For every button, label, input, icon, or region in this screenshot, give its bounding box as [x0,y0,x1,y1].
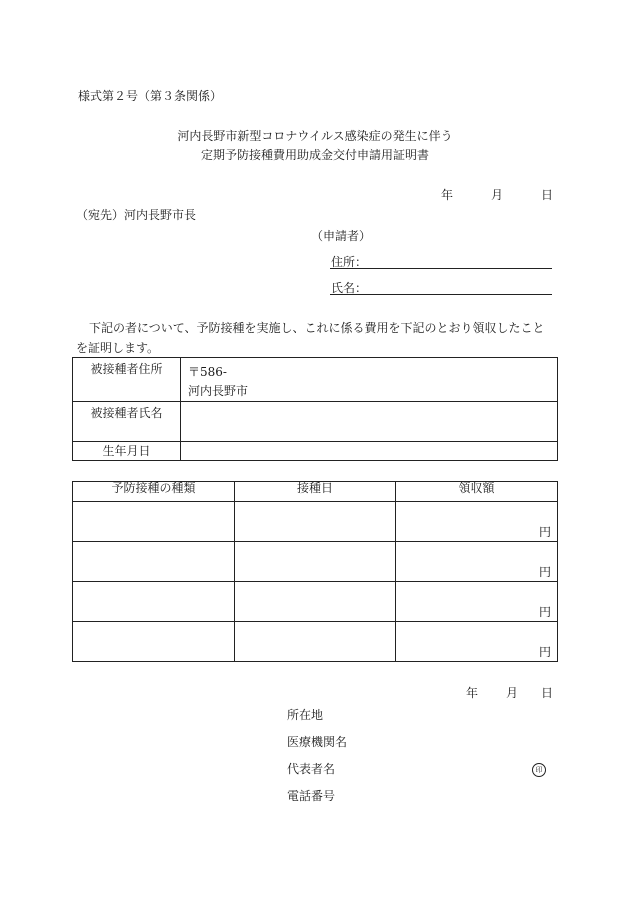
fee-type-cell [73,502,235,542]
fee-row [73,542,558,582]
date-bottom-year: 年 [466,686,479,700]
fee-row [73,622,558,662]
applicant-name-line [330,294,552,295]
patient-city: 河内長野市 [188,384,249,398]
patient-dob-cell [181,442,558,461]
applicant-address-label: 住所： [331,255,368,269]
date-bottom-day: 日 [541,686,554,700]
seal-icon: 印 [532,763,546,777]
yen-label: 円 [538,565,551,579]
fee-amount-cell [396,542,558,582]
applicant-heading: （申請者） [311,229,372,243]
intro-line-2: を証明します。 [76,341,160,355]
patient-address-row [73,358,558,402]
patient-dob-row [73,442,558,461]
recipient: （宛先）河内長野市長 [76,208,197,222]
fee-date-cell [235,622,396,662]
patient-address-cell [181,358,558,402]
institution-rep-label: 代表者名 [287,762,336,776]
seal-mark [532,762,546,777]
fee-header-date: 接種日 [235,482,396,502]
applicant-name-label: 氏名： [331,281,368,295]
fee-date-cell [235,542,396,582]
fee-table [72,481,558,662]
fee-date-cell [235,582,396,622]
patient-dob-label: 生年月日 [73,442,181,461]
title-line-2: 定期予防接種費用助成金交付申請用証明書 [200,148,429,162]
date-top-year: 年 [441,188,454,202]
fee-row [73,502,558,542]
fee-row [73,582,558,622]
date-top-month: 月 [491,188,504,202]
date-top-day: 日 [541,188,554,202]
intro-line-1: 下記の者について、予防接種を実施し、これに係る費用を下記のとおり領収したこと [89,321,545,335]
fee-type-cell [73,622,235,662]
yen-label: 円 [538,605,551,619]
patient-name-label: 被接種者氏名 [73,402,181,442]
fee-header-type: 予防接種の種類 [73,482,235,502]
applicant-address-line [330,268,552,269]
patient-name-cell [181,402,558,442]
fee-amount-cell [396,502,558,542]
yen-label: 円 [538,645,551,659]
patient-name-row [73,402,558,442]
yen-label: 円 [538,525,551,539]
patient-postal: 〒586- [188,365,227,379]
fee-amount-cell [396,582,558,622]
patient-address-label: 被接種者住所 [73,358,181,402]
title-line-1: 河内長野市新型コロナウイルス感染症の発生に伴う [177,129,453,143]
fee-header-row [73,482,558,502]
fee-date-cell [235,502,396,542]
patient-info-table [72,357,558,461]
date-bottom-month: 月 [506,686,519,700]
fee-type-cell [73,582,235,622]
institution-name-label: 医療機関名 [287,735,348,749]
fee-amount-cell [396,622,558,662]
fee-header-amount: 領収額 [396,482,558,502]
institution-phone-label: 電話番号 [287,789,336,803]
institution-location-label: 所在地 [287,708,324,722]
fee-type-cell [73,542,235,582]
form-number: 様式第２号（第３条関係） [78,89,223,103]
